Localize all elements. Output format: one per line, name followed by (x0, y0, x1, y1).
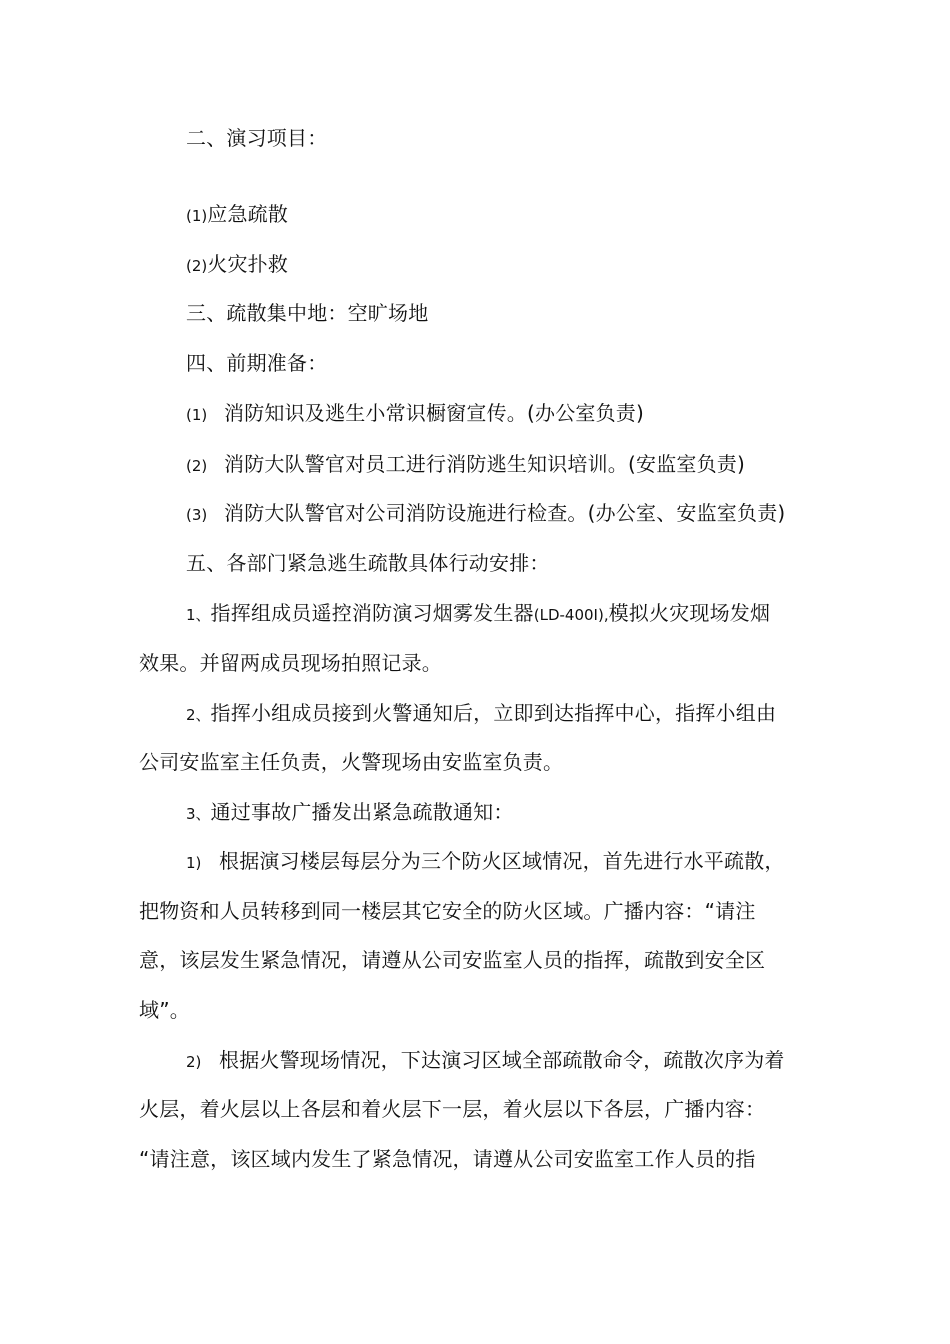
prep-item-3 (186, 500, 785, 528)
section-2-line-2: 公司安监室主任负责，火警现场由安监室负责。 (139, 750, 564, 774)
prep-item-2 (186, 451, 745, 479)
heading-preparation: 四、前期准备： (186, 351, 328, 375)
section-1-line-2: 效果。并留两成员现场拍照记录。 (139, 651, 442, 675)
section-2-line-1 (186, 700, 776, 728)
item-text: 消防知识及逃生小常识橱窗宣传。(办公室负责) (224, 401, 645, 425)
item-number: (1) (186, 406, 208, 424)
item-text: 根据演习楼层每层分为三个防火区域情况，首先进行水平疏散， (219, 849, 785, 873)
prep-item-1 (186, 400, 644, 428)
item-text: 应急疏散 (207, 202, 289, 226)
item-text: 消防大队警官对员工进行消防逃生知识培训。(安监室负责) (224, 452, 746, 476)
heading-assembly-point: 三、疏散集中地：空旷场地 (186, 301, 429, 325)
item-number: 1) (186, 854, 202, 872)
subitem-2-line-2: 火层，着火层以上各层和着火层下一层，着火层以下各层，广播内容： (139, 1097, 766, 1121)
item-number: (1) (186, 207, 208, 225)
subitem-2-line-1 (186, 1047, 785, 1075)
item-number: (2) (186, 257, 208, 275)
subitem-1-line-4: 域”。 (139, 998, 190, 1022)
section-1-line-1 (186, 600, 770, 628)
item-emergency-evacuation (186, 201, 288, 229)
subitem-1-line-3: 意，该层发生紧急情况，请遵从公司安监室人员的指挥，疏散到安全区 (139, 948, 766, 972)
heading-department-actions: 五、各部门紧急逃生疏散具体行动安排： (186, 551, 550, 575)
item-text: 模拟火灾现场发烟 (608, 601, 771, 625)
item-text: 指挥组成员遥控消防演习烟雾发生器 (210, 601, 534, 625)
item-number: 2) (186, 1053, 202, 1071)
section-3-line-1 (186, 799, 514, 827)
heading-drill-items: 二、演习项目： (186, 126, 328, 150)
item-text: 根据火警现场情况，下达演习区域全部疏散命令，疏散次序为着 (219, 1048, 785, 1072)
item-number: (2) (186, 457, 208, 475)
subitem-1-line-1 (186, 848, 785, 876)
item-text: 火灾扑救 (207, 252, 289, 276)
item-text: 消防大队警官对公司消防设施进行检查。(办公室、安监室负责) (224, 501, 786, 525)
item-number: (3) (186, 506, 208, 524)
subitem-1-line-2: 把物资和人员转移到同一楼层其它安全的防火区域。广播内容：“请注 (139, 899, 756, 923)
item-number: 1、 (186, 606, 211, 624)
item-text: 指挥小组成员接到火警通知后，立即到达指挥中心，指挥小组由 (210, 701, 777, 725)
subitem-2-line-3: “请注意，该区域内发生了紧急情况，请遵从公司安监室工作人员的指 (139, 1147, 756, 1171)
item-number: 2、 (186, 706, 211, 724)
item-fire-fighting (186, 251, 288, 279)
device-model: (LD-400I), (533, 606, 609, 624)
item-text: 通过事故广播发出紧急疏散通知： (210, 800, 514, 824)
item-number: 3、 (186, 805, 211, 823)
